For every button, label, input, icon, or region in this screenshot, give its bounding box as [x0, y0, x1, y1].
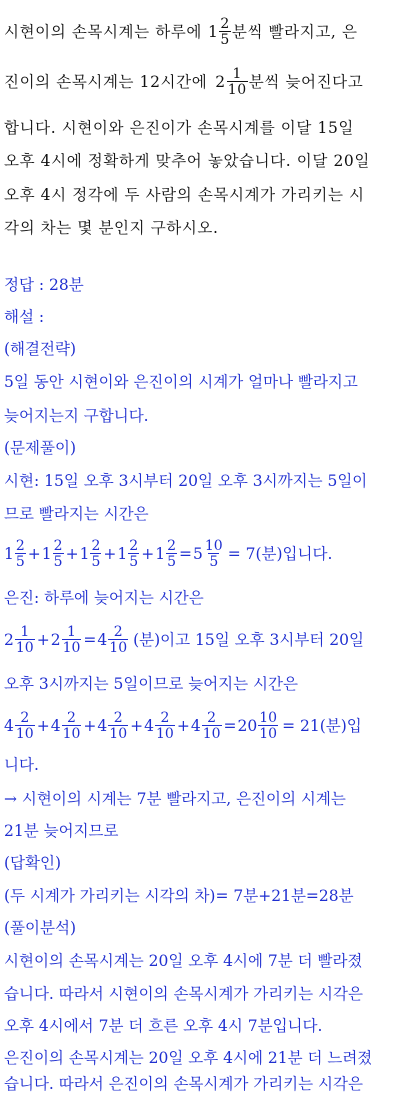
fraction-numerator: 1: [232, 66, 243, 82]
analysis-line-5: 습니다. 따라서 은진이의 손목시계가 가리키는 시각은: [4, 1075, 363, 1093]
problem-line-3: 합니다. 시현이와 은진이가 손목시계를 이달 15일: [4, 119, 354, 137]
mixed-fraction: [51, 622, 83, 658]
fraction-denominator: 10: [109, 726, 128, 742]
fraction-whole: 4: [50, 717, 61, 735]
analysis-line-3: 오후 4시에서 7분 더 흐른 오후 4시 7분입니다.: [4, 1017, 323, 1035]
fraction-whole: 4: [97, 717, 108, 735]
fraction-denominator: 10: [62, 640, 81, 656]
fraction-numerator: 2: [67, 710, 76, 726]
math-operator: =: [83, 631, 97, 649]
fraction-whole: 4: [190, 717, 201, 735]
check-line: (두 시계가 가리키는 시각의 차)= 7분+21분=28분: [4, 887, 354, 905]
fraction-denominator: 5: [129, 554, 139, 570]
fraction-whole: 2: [215, 73, 226, 91]
equation-sihyeon: [4, 536, 398, 572]
fraction: [15, 539, 26, 569]
fraction: [155, 711, 175, 741]
fraction-denominator: 5: [209, 554, 219, 570]
problem-line-6: 각의 차는 몇 분인지 구하시오.: [4, 219, 219, 237]
mixed-fraction: [97, 622, 129, 658]
math-operator: +: [36, 717, 50, 735]
fraction: [204, 539, 224, 569]
mixed-fraction: [193, 536, 225, 572]
fraction-numerator: 10: [259, 710, 278, 726]
fraction-whole: 2: [4, 631, 14, 649]
check-heading: (답확인): [4, 854, 62, 872]
problem-line-2: [4, 64, 398, 100]
mixed-fraction: [191, 708, 223, 744]
math-operator: +: [65, 545, 79, 563]
mixed-fraction: [215, 64, 248, 100]
fraction-whole: 1: [41, 545, 52, 563]
equation-tail: (분)이고 15일 오후 3시부터 20일: [133, 631, 364, 649]
math-operator: =: [178, 545, 192, 563]
fraction: [166, 539, 177, 569]
fraction-denominator: 10: [15, 640, 34, 656]
fraction-whole: 1: [117, 545, 128, 563]
solve-heading: (문제풀이): [4, 439, 76, 457]
conclude-line-2: 21분 늦어지므로: [4, 822, 119, 840]
fraction-denominator: 5: [15, 554, 25, 570]
answer-label: 정답 : 28분: [4, 276, 84, 294]
fraction-whole: 1: [155, 545, 166, 563]
fraction: [62, 711, 82, 741]
mixed-fraction: [97, 708, 129, 744]
analysis-line-2: 습니다. 따라서 시현이의 손목시계가 가리키는 시각은: [4, 985, 363, 1003]
fraction: [219, 17, 231, 47]
mixed-fraction: [238, 708, 280, 744]
fraction-numerator: 2: [167, 538, 176, 554]
strategy-line-1: 5일 동안 시현이와 은진이의 시계가 얼마나 빨라지고: [4, 373, 358, 391]
fraction: [90, 539, 101, 569]
fraction-numerator: 2: [129, 538, 139, 554]
fraction-denominator: 10: [62, 726, 81, 742]
fraction: [15, 625, 35, 655]
fraction-whole: 4: [4, 717, 14, 735]
fraction-numerator: 2: [113, 710, 123, 726]
fraction-whole: 20: [237, 717, 258, 735]
fraction-whole: 1: [4, 545, 14, 563]
fraction-denominator: 10: [202, 726, 221, 742]
problem-line-5: 오후 4시 정각에 두 사람의 손목시계가 가리키는 시: [4, 186, 365, 204]
problem-text: 분씩 빨라지고, 은: [231, 23, 358, 41]
math-operator: +: [27, 545, 41, 563]
problem-line-1: [4, 14, 398, 50]
fraction: [108, 625, 128, 655]
fraction-numerator: 2: [160, 710, 170, 726]
mixed-fraction: [51, 708, 83, 744]
mixed-fraction: [4, 622, 36, 658]
math-operator: +: [36, 631, 50, 649]
fraction: [108, 711, 128, 741]
fraction: [202, 711, 222, 741]
mixed-fraction: [208, 14, 232, 50]
sihyeon-line-1: 시현: 15일 오후 3시부터 20일 오후 3시까지는 5일이: [4, 472, 368, 490]
eunjin-line-2: 오후 3시까지는 5일이므로 늦어지는 시간은: [4, 675, 298, 693]
fraction: [53, 539, 64, 569]
mixed-fraction: [4, 536, 27, 572]
fraction-denominator: 5: [53, 554, 63, 570]
fraction-numerator: 2: [91, 538, 101, 554]
strategy-line-2: 늦어지는지 구합니다.: [4, 407, 149, 425]
equation-eunjin-daily: [4, 622, 398, 658]
eunjin-line-1: 은진: 하루에 늦어지는 시간은: [4, 589, 204, 607]
mixed-fraction: [42, 536, 65, 572]
conclude-line-1: → 시현이의 시계는 7분 빨라지고, 은진이의 시계는: [4, 790, 346, 808]
fraction: [258, 711, 278, 741]
fraction-denominator: 10: [259, 726, 278, 742]
fraction: [15, 711, 35, 741]
math-operator: +: [176, 717, 190, 735]
mixed-fraction: [4, 708, 36, 744]
fraction-numerator: 10: [204, 538, 223, 554]
mixed-fraction: [80, 536, 103, 572]
fraction-whole: 4: [144, 717, 154, 735]
fraction-denominator: 10: [155, 726, 174, 742]
fraction-numerator: 1: [20, 624, 30, 640]
fraction-numerator: 2: [113, 624, 123, 640]
math-operator: +: [141, 545, 155, 563]
eunjin-line-3: 니다.: [4, 756, 39, 774]
problem-text: 분씩 늦어진다고: [248, 73, 364, 91]
fraction-denominator: 10: [15, 726, 34, 742]
sihyeon-line-2: 므로 빨라지는 시간은: [4, 505, 149, 523]
math-operator: +: [103, 545, 117, 563]
analysis-line-4: 은진이의 손목시계는 20일 오후 4시에 21분 더 느려졌: [4, 1049, 373, 1067]
fraction-numerator: 2: [220, 16, 230, 32]
fraction-whole: 5: [192, 545, 203, 563]
problem-line-4: 오후 4시에 정확하게 맞추어 놓았습니다. 이달 20일: [4, 152, 370, 170]
fraction-whole: 4: [97, 631, 108, 649]
mixed-fraction: [144, 708, 176, 744]
strategy-heading: (해결전략): [4, 340, 76, 358]
equation-tail: = 7(분)입니다.: [227, 545, 333, 563]
fraction: [227, 67, 248, 97]
fraction-numerator: 2: [207, 710, 217, 726]
problem-text: 시현이의 손목시계는 하루에: [4, 23, 202, 41]
fraction: [128, 539, 139, 569]
explain-label: 해설 :: [4, 308, 45, 326]
mixed-fraction: [155, 536, 178, 572]
problem-text: 진이의 손목시계는 12시간에: [4, 73, 208, 91]
fraction-numerator: 2: [20, 710, 30, 726]
fraction-denominator: 10: [227, 82, 247, 98]
fraction-denominator: 5: [91, 554, 101, 570]
analysis-heading: (풀이분석): [4, 919, 76, 937]
fraction-numerator: 2: [53, 538, 63, 554]
mixed-fraction: [117, 536, 140, 572]
fraction-denominator: 5: [167, 554, 176, 570]
math-operator: +: [130, 717, 144, 735]
fraction-whole: 1: [207, 23, 219, 41]
fraction: [62, 625, 82, 655]
fraction-denominator: 10: [109, 640, 128, 656]
equation-eunjin-total: [4, 708, 398, 744]
equation-tail: = 21(분)입: [282, 717, 362, 735]
fraction-numerator: 2: [15, 538, 25, 554]
fraction-denominator: 5: [220, 32, 230, 48]
math-operator: =: [223, 717, 237, 735]
fraction-whole: 2: [50, 631, 61, 649]
math-operator: +: [83, 717, 97, 735]
analysis-line-1: 시현이의 손목시계는 20일 오후 4시에 7분 더 빨라졌: [4, 952, 363, 970]
fraction-numerator: 1: [67, 624, 76, 640]
fraction-whole: 1: [79, 545, 90, 563]
